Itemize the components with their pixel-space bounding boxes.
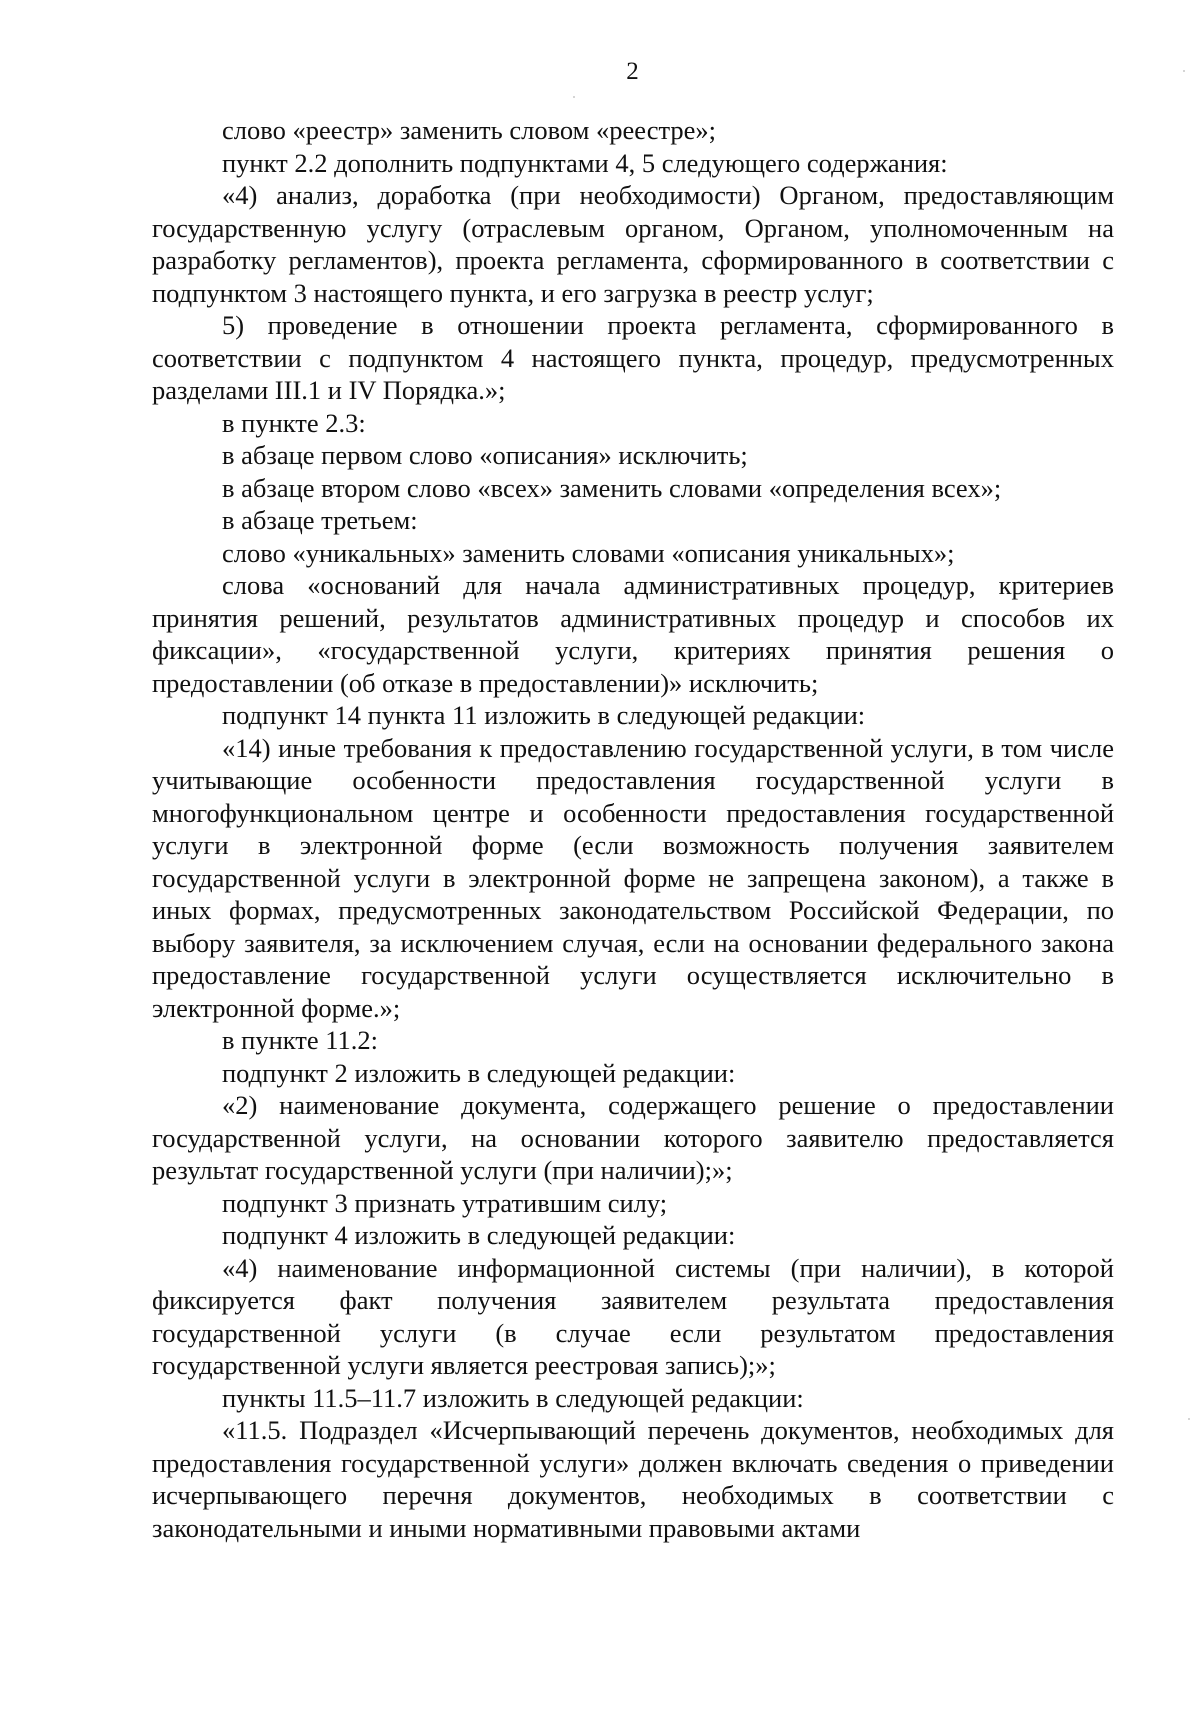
paragraph: пункт 2.2 дополнить подпунктами 4, 5 следующего содержания: (222, 147, 948, 178)
paragraph: 5) проведение в отношении проекта регламента, сформированного в соответствии с подпунктом 4 настоящего пункта, процедур, предусмотренных разделами III.1 и IV Порядка.»; (152, 310, 1114, 405)
paragraph: подпункт 14 пункта 11 изложить в следующей редакции: (222, 700, 866, 730)
paragraph: подпункт 3 признать утратившим силу; (222, 1187, 668, 1218)
paragraph: пункты 11.5–11.7 изложить в следующей редакции: (222, 1382, 804, 1413)
paragraph: «4) наименование информационной системы (при наличии), в которой фиксируется факт получения заявителем результата предоставления государственной услуги (в случае если результатом предоставления государственной услуги является реестровая запись);»; (152, 1252, 1114, 1380)
paragraph: в пункте 2.3: (222, 407, 366, 438)
paragraph: подпункт 4 изложить в следующей редакции: (222, 1220, 736, 1250)
paragraph: «4) анализ, доработка (при необходимости) Органом, предоставляющим государственную услугу (отраслевым органом, Органом, уполномоченным на разработку регламентов), проекта регламента, сформированного в соответствии с подпунктом 3 настоящего пункта, и его загрузка в реестр услуг; (152, 180, 1114, 308)
paragraph: слово «уникальных» заменить словами «описания уникальных»; (222, 537, 955, 568)
scan-speck (1188, 1418, 1190, 1420)
page-number: 2 (626, 58, 639, 85)
paragraph: слова «оснований для начала административных процедур, критериев принятия решений, результатов административных процедур и способов их фиксации», «государственной услуги, критериях принятия решения о предоставлении (об отказе в предоставлении)» исключить; (152, 570, 1114, 698)
paragraph: в абзаце втором слово «всех» заменить словами «определения всех»; (222, 472, 1002, 503)
paragraph: слово «реестр» заменить словом «реестре»; (222, 115, 717, 145)
paragraph: «11.5. Подраздел «Исчерпывающий перечень документов, необходимых для предоставления государственной услуги» должен включать сведения о приведении исчерпывающего перечня документов, необходимых в соответствии с законодательными и иными нормативными правовыми актами (152, 1415, 1114, 1543)
paragraph: «2) наименование документа, содержащего решение о предоставлении государственной услуги, на основании которого заявителю предоставляется результат государственной услуги (при наличии);»; (152, 1090, 1114, 1185)
paragraph: в пункте 11.2: (222, 1025, 378, 1055)
paragraph: в абзаце первом слово «описания» исключить; (222, 440, 748, 470)
document-body (152, 114, 1114, 1544)
paragraph: подпункт 2 изложить в следующей редакции: (222, 1057, 736, 1088)
scan-speck (1183, 70, 1185, 72)
paragraph: в абзаце третьем: (222, 505, 418, 535)
paragraph: «14) иные требования к предоставлению государственной услуги, в том числе учитывающие особенности предоставления государственной услуги в многофункциональном центре и особенности предоставления государственной услуги в электронной форме (если возможность получения заявителем государственной услуги в электронной форме не запрещена законом), а также в иных формах, предусмотренных законодательством Российской Федерации, по выбору заявителя, за исключением случая, если на основании федерального закона предоставление государственной услуги осуществляется исключительно в электронной форме.»; (152, 732, 1114, 1023)
scan-speck (573, 96, 575, 98)
